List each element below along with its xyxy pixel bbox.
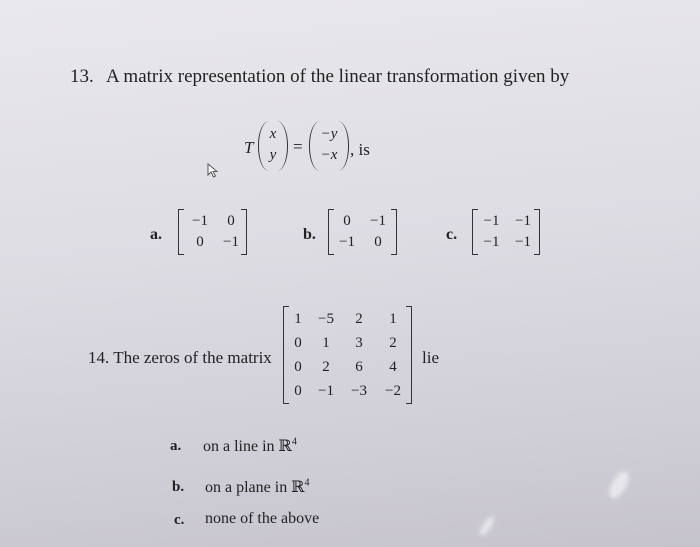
matrix-cell: −1: [483, 234, 500, 250]
matrix-cell: −2: [385, 383, 401, 399]
output-vector: [309, 121, 349, 171]
matrix-cell: 0: [343, 213, 351, 229]
q14-option-b[interactable]: [205, 477, 310, 497]
q13-text: A matrix representation of the linear transformation given by: [106, 66, 570, 87]
output-neg-x: −x: [320, 147, 338, 163]
matrix-cell: −5: [318, 311, 334, 327]
q14-option-a-label: a.: [170, 438, 182, 454]
matrix-cell: 6: [355, 359, 363, 375]
real-space-symbol: ℝ: [278, 438, 292, 455]
q13-option-c-label: c.: [446, 226, 458, 243]
q13-option-c-matrix[interactable]: [472, 209, 540, 255]
q13-option-a-matrix[interactable]: [178, 209, 247, 255]
mouse-pointer-icon: [206, 163, 220, 179]
equation-is: , is: [350, 140, 370, 159]
equation-T: T: [244, 138, 254, 157]
option-text: on a plane in: [205, 479, 292, 496]
q14-option-c[interactable]: none of the above: [205, 510, 320, 527]
matrix-cell: −1: [515, 213, 531, 229]
matrix-cell: 0: [294, 383, 302, 399]
matrix-cell: −1: [483, 213, 500, 229]
matrix-cell: 0: [374, 234, 382, 250]
matrix-cell: −1: [223, 234, 239, 250]
matrix-cell: −1: [370, 213, 386, 229]
matrix-cell: 4: [389, 359, 397, 375]
q13-option-b-matrix[interactable]: [328, 209, 397, 255]
matrix-cell: 0: [196, 234, 204, 250]
option-text: on a line in: [203, 438, 279, 455]
matrix-cell: 3: [355, 335, 363, 351]
q14-option-a[interactable]: [203, 436, 297, 456]
input-vector: [258, 121, 288, 171]
q13-option-a-label: a.: [150, 226, 162, 243]
exponent: 4: [291, 436, 297, 448]
matrix-cell: 0: [294, 335, 302, 351]
equals-sign: =: [293, 137, 303, 156]
matrix-cell: 0: [294, 359, 302, 375]
screen-glare: [605, 469, 632, 502]
q14-matrix: [283, 306, 412, 404]
real-space-symbol: ℝ: [291, 479, 305, 496]
screen-glare: [477, 515, 496, 538]
matrix-cell: 0: [227, 213, 235, 229]
input-x: x: [269, 126, 277, 142]
matrix-cell: −3: [351, 383, 367, 399]
matrix-cell: −1: [318, 383, 334, 399]
output-neg-y: −y: [320, 126, 338, 142]
exponent: 4: [304, 477, 310, 489]
q14-suffix: lie: [422, 348, 439, 367]
q14-text: 14. The zeros of the matrix: [88, 348, 272, 367]
matrix-cell: −1: [192, 213, 208, 229]
input-y: y: [269, 147, 277, 163]
matrix-cell: 2: [322, 359, 330, 375]
q14-option-b-label: b.: [172, 479, 185, 495]
matrix-cell: 1: [294, 311, 302, 327]
q13-number: 13.: [70, 66, 94, 87]
q14-option-c-label: c.: [174, 512, 185, 528]
matrix-cell: 1: [389, 311, 397, 327]
matrix-cell: 1: [322, 335, 330, 351]
matrix-cell: 2: [355, 311, 363, 327]
matrix-cell: −1: [339, 234, 355, 250]
matrix-cell: −1: [515, 234, 531, 250]
q13-option-b-label: b.: [303, 226, 316, 243]
matrix-cell: 2: [389, 335, 397, 351]
